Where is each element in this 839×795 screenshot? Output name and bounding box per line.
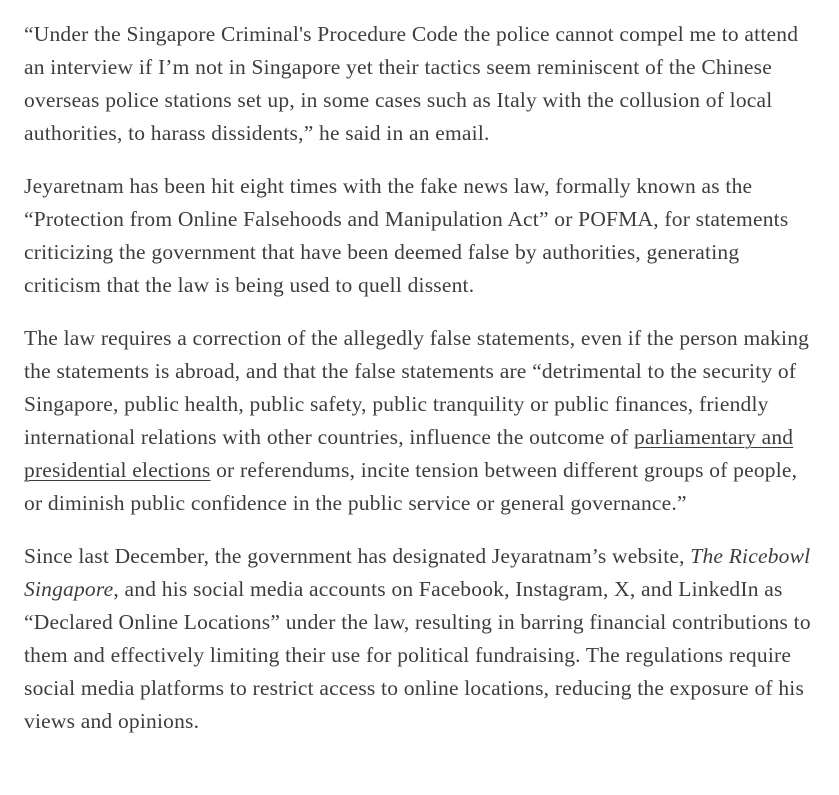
text-run: “Under the Singapore Criminal's Procedure Code the police cannot compel me to attend an interview if I’m not in Singapore yet their tactics seem reminiscent of the Chinese overseas police stations set up, in some cases such as Italy with the collusion of local authorities, to harass dissidents,” he said in an email.	[24, 22, 799, 145]
text-run: Since last December, the government has designated Jeyaratnam’s website,	[24, 544, 691, 568]
paragraph-pofma	[24, 170, 815, 302]
elections-link[interactable]: parliamentary and presidential elections	[24, 425, 794, 482]
publication-name-italic: The Ricebowl Singapore	[24, 544, 811, 601]
text-run: , and his social media accounts on Facebook, Instagram, X, and LinkedIn as “Declared Online Locations” under the law, resulting in barring financial contributions to them and effectively limiting their use for political fundraising. The regulations require social media platforms to restrict access to online locations, reducing the exposure of his views and opinions.	[24, 577, 811, 733]
text-run: Jeyaretnam has been hit eight times with the fake news law, formally known as the “Protection from Online Falsehoods and Manipulation Act” or POFMA, for statements criticizing the government that have been deemed false by authorities, generating criticism that the law is being used to quell dissent.	[24, 174, 789, 297]
paragraph-declared-online-locations	[24, 540, 815, 738]
paragraph-quote-police	[24, 18, 815, 150]
text-run: The law requires a correction of the allegedly false statements, even if the person making the statements is abroad, and that the false statements are “detrimental to the security of Singapore, public health, public safety, public tranquility or public finances, friendly international relations with other countries, influence the outcome of	[24, 326, 810, 449]
text-run: or referendums, incite tension between different groups of people, or diminish public confidence in the public service or general governance.”	[24, 458, 798, 515]
paragraph-law-requirements	[24, 322, 815, 520]
